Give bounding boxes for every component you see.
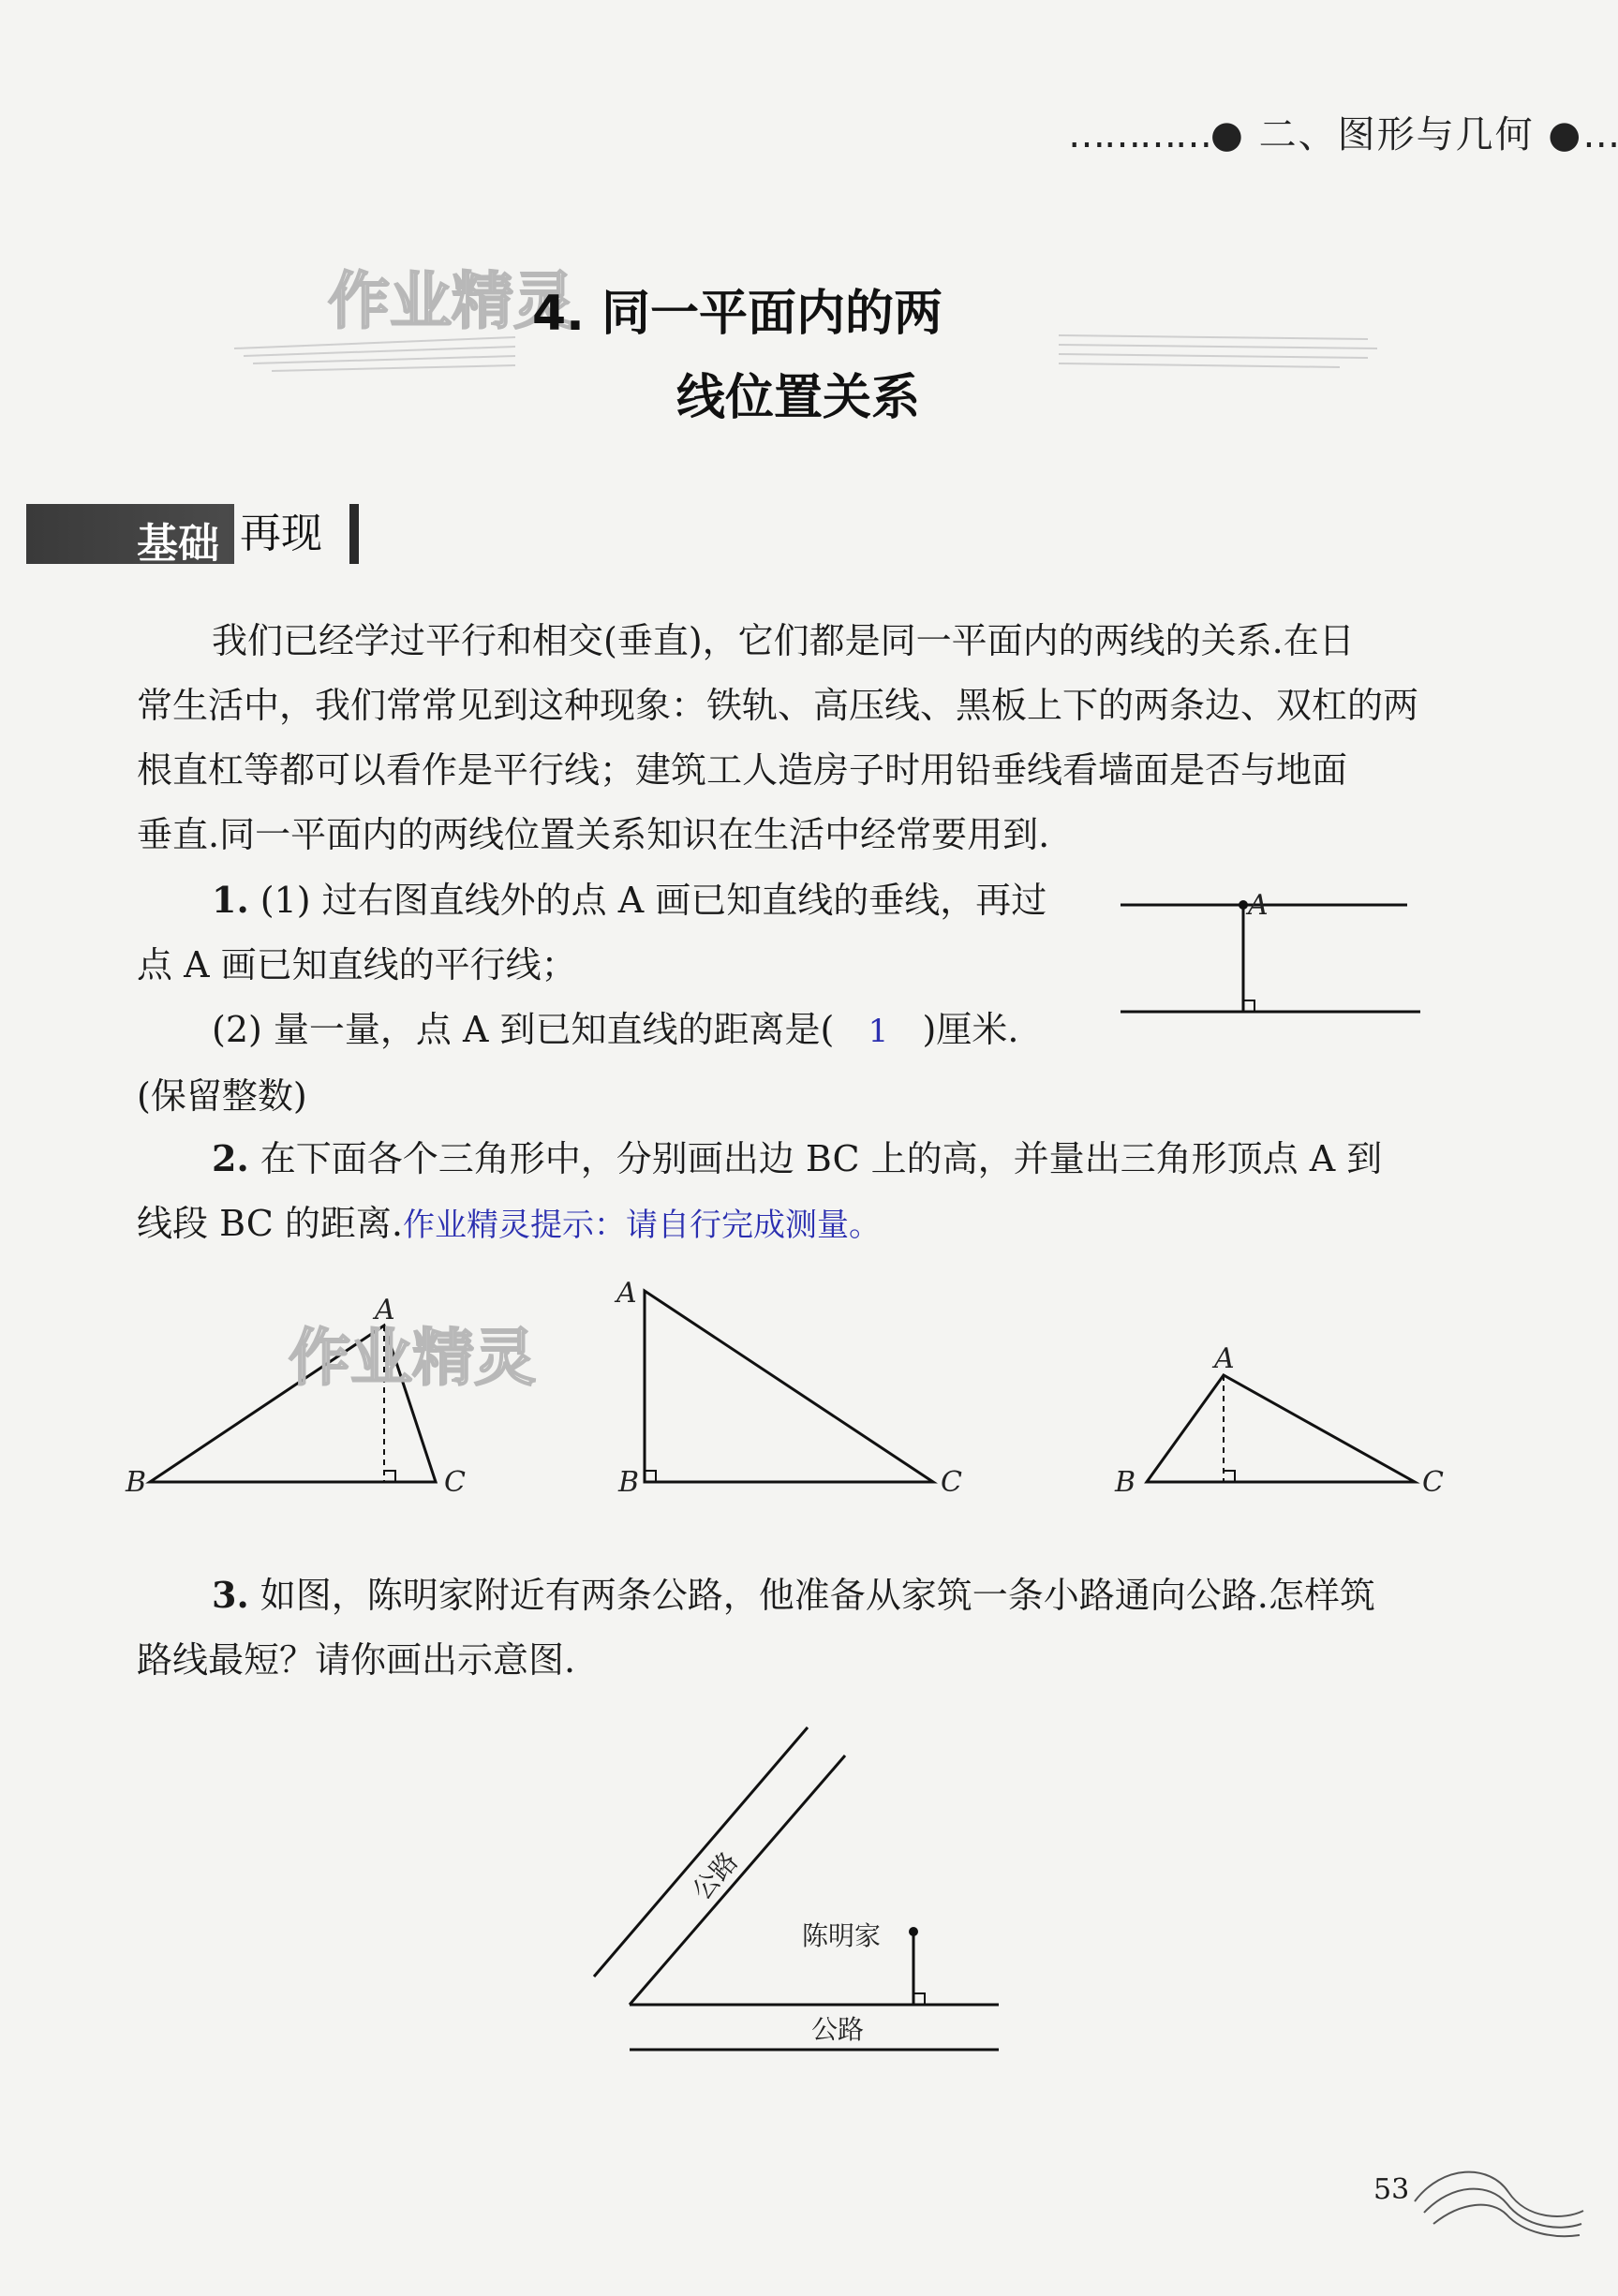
q1-label-a: A (1248, 889, 1269, 922)
q2-number: 2. (212, 1137, 249, 1179)
q1-point-a (1239, 900, 1248, 910)
q3-number: 3. (212, 1574, 249, 1616)
q3-figure (581, 1714, 1012, 2061)
question-3 (137, 1563, 1448, 1693)
triangle-2-shape (645, 1291, 933, 1482)
section-heading-tail (349, 504, 359, 564)
triangle-3-shape (1147, 1375, 1415, 1482)
wave-ornament (1405, 2145, 1593, 2248)
chapter-header: …………● 二、图形与几何 ●… (1068, 113, 1618, 156)
q3-diagonal-road-inner (630, 1755, 845, 2005)
q2-line1-text: 在下面各个三角形中，分别画出边 BC 上的高，并量出三角形顶点 A 到 (260, 1138, 1383, 1179)
page-title-line1: 4. 同一平面内的两 (532, 286, 943, 342)
triangle-2-label-b: B (618, 1466, 640, 1499)
triangle-1-label-c: C (444, 1466, 466, 1499)
triangle-2 (614, 1277, 962, 1499)
header-dots-left: ………… (1068, 113, 1210, 156)
q2-line2-text: 线段 BC 的距离. (137, 1203, 403, 1244)
triangle-3-right-angle (1224, 1471, 1235, 1482)
section-heading-normal: 再现 (234, 504, 350, 564)
page-number: 53 (1373, 2173, 1410, 2206)
triangle-3-label-c: C (1422, 1466, 1444, 1499)
q3-line1-text: 如图，陈明家附近有两条公路，他准备从家筑一条小路通向公路.怎样筑 (260, 1575, 1375, 1616)
triangle-1-label-b: B (126, 1466, 147, 1499)
header-section: 二、图形与几何 (1258, 113, 1535, 156)
q1-number: 1. (212, 879, 249, 921)
triangle-2-label-a: A (616, 1277, 637, 1310)
intro-line: 常生活中，我们常常见到这种现象：铁轨、高压线、黑板上下的两条边、双杠的两 (137, 685, 1419, 726)
q3-line2: 路线最短？请你画出示意图. (137, 1639, 576, 1681)
triangle-3 (1114, 1342, 1444, 1499)
question-1 (137, 867, 1121, 1129)
watermark-title: 作业精灵 (328, 265, 575, 337)
section-heading-bold: 基础 (137, 520, 219, 568)
q1-part2-post: )厘米. (922, 1009, 1019, 1050)
q1-part2-note: (保留整数) (137, 1075, 307, 1117)
intro-paragraph (137, 609, 1448, 867)
section-heading (26, 504, 359, 568)
q3-diagonal-road-outer (594, 1727, 808, 1977)
q3-right-angle (913, 1993, 925, 2005)
q3-road-label-diagonal: 公路 (686, 1845, 745, 1906)
triangle-3-label-b: B (1115, 1466, 1136, 1499)
triangle-2-label-c: C (941, 1466, 962, 1499)
triangle-1-label-a: A (375, 1294, 395, 1326)
intro-line: 我们已经学过平行和相交(垂直)，它们都是同一平面内的两线的关系.在日 (212, 620, 1355, 661)
q1-part2 (137, 998, 1121, 1064)
q3-line1 (137, 1563, 1448, 1628)
page-title-line2: 线位置关系 (676, 370, 921, 426)
intro-line: 垂直.同一平面内的两线位置关系知识在生活中经常要用到. (137, 814, 1050, 855)
q3-road-label-horizontal: 公路 (811, 2014, 865, 2045)
header-dots-right: … (1582, 113, 1618, 156)
q1-line1 (137, 867, 1121, 933)
question-2 (137, 1126, 1448, 1258)
q1-answer: 1 (868, 1013, 889, 1050)
q3-home-point (909, 1927, 918, 1936)
q3-home-label: 陈明家 (802, 1920, 882, 1951)
q1-part2-pre: (2) 量一量，点 A 到已知直线的距离是( (212, 1009, 835, 1050)
q1-part1-a: (1) 过右图直线外的点 A 画已知直线的垂线，再过 (260, 880, 1047, 921)
q2-hint: 作业精灵提示：请自行完成测量。 (402, 1207, 881, 1244)
watermark-figure: 作业精灵 (289, 1322, 536, 1394)
q2-line1 (137, 1126, 1448, 1192)
triangle-3-label-a: A (1214, 1342, 1235, 1375)
q1-right-angle-mark (1243, 1000, 1254, 1012)
triangle-2-right-angle (645, 1471, 656, 1482)
triangle-1-right-angle (384, 1471, 395, 1482)
q1-part1-b: 点 A 画已知直线的平行线； (137, 944, 577, 985)
intro-line: 根直杠等都可以看作是平行线；建筑工人造房子时用铅垂线看墙面是否与地面 (137, 749, 1348, 791)
q1-figure (1115, 881, 1433, 1021)
q2-line2 (137, 1192, 1448, 1258)
